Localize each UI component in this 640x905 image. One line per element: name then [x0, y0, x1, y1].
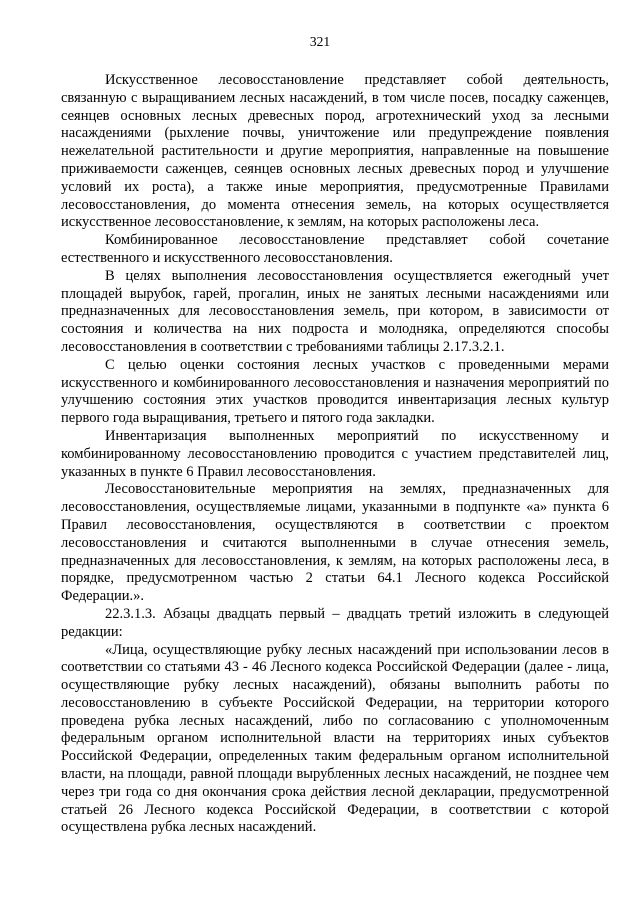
paragraph-amendment-clause: 22.3.1.3. Абзацы двадцать первый – двадцать третий изложить в следующей редакции:: [61, 605, 609, 640]
paragraph-annual-accounting: В целях выполнения лесовосстановления осуществляется ежегодный учет площадей вырубок, гарей, прогалин, иных не занятых лесными насаждениями или предназначенных для лесовосстановления земель, при котором, в зависимости от состояния и количества на них подроста и молодняка, определяются способы лесовосстановления в соответствии с требованиями таблицы 2.17.3.2.1.: [61, 267, 609, 355]
paragraph-inventory: Инвентаризация выполненных мероприятий по искусственному и комбинированному лесовосстановлению проводится с участием представителей лиц, указанных в пункте 6 Правил лесовосстановления.: [61, 427, 609, 480]
page-number: 321: [309, 34, 331, 49]
paragraph-new-wording: «Лица, осуществляющие рубку лесных насаждений при использовании лесов в соответствии со статьями 43 - 46 Лесного кодекса Российской Федерации (далее - лица, осуществляющие рубку лесных насаждений), обязаны выполнить работы по лесовосстановлению в субъекте Российской Федерации, на территории которого проведена рубка лесных насаждений, либо по согласованию с уполномоченным федеральным органом исполнительной власти на территориях иных субъектов Российской Федерации, определенных таким федеральным органом исполнительной власти, на площади, равной площади вырубленных лесных насаждений, не позднее чем через три года со дня окончания срока действия лесной декларации, предусмотренной статьей 26 Лесного кодекса Российской Федерации, в соответствии с которой осуществлена рубка лесных насаждений.: [61, 641, 609, 836]
paragraph-reforestation-measures: Лесовосстановительные мероприятия на землях, предназначенных для лесовосстановления, осуществляемые лицами, указанными в подпункте «а» пункта 6 Правил лесовосстановления, осуществляются в соответствии с проектом лесовосстановления и считаются выполненными в случае отнесения земель, предназначенных для лесовосстановления, к землям, на которых расположены леса, в порядке, предусмотренном частью 2 статьи 64.1 Лесного кодекса Российской Федерации.».: [61, 481, 609, 605]
paragraph-condition-assessment: С целью оценки состояния лесных участков с проведенными мерами искусственного и комбинированного лесовосстановления и назначения мероприятий по улучшению состояния этих участков проводится инвентаризация лесных культур первого года выращивания, третьего и пятого года закладки.: [61, 356, 609, 427]
paragraph-combined-reforestation: Комбинированное лесовосстановление представляет собой сочетание естественного и искусственного лесовосстановления.: [61, 232, 609, 266]
document-body: [61, 72, 609, 837]
paragraph-artificial-reforestation: Искусственное лесовосстановление представляет собой деятельность, связанную с выращиванием лесных насаждений, в том числе посев, посадку саженцев, сеянцев основных лесных древесных пород, агротехнический уход за лесными насаждениями (рыхление почвы, уничтожение или предупреждение появления нежелательной растительности и другие мероприятия, направленные на повышение приживаемости саженцев, сеянцев основных лесных древесных пород и улучшение условий их роста), а также иные мероприятия, предусмотренные Правилами лесовосстановления, до момента отнесения земель, на которых осуществляется искусственное лесовосстановление, к землям, на которых расположены леса.: [61, 72, 609, 231]
